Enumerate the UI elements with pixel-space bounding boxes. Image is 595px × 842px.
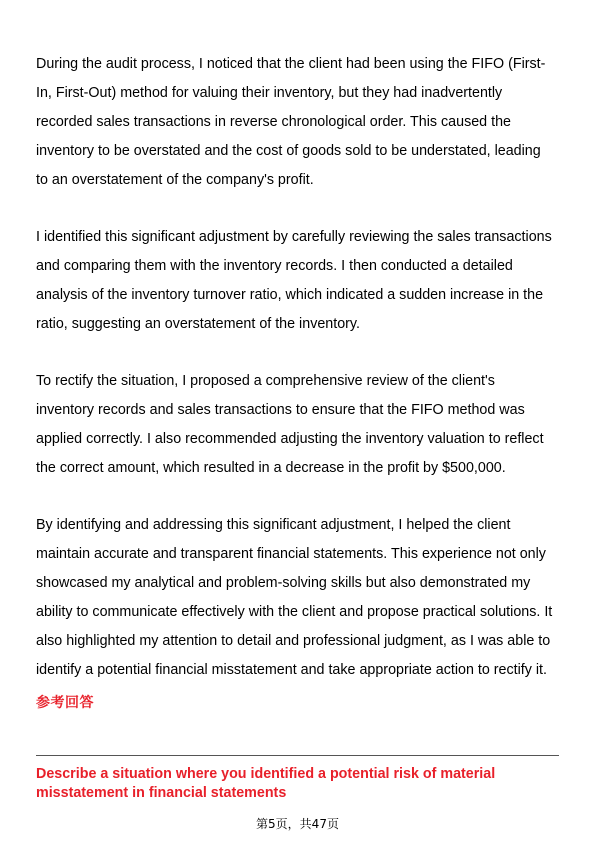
answer-paragraph-3: To rectify the situation, I proposed a comprehensive review of the client's inventory records and sales transactions to ensure that the FIFO method was applied correctly. I also recommended adjusting the inventory valuation to reflect the correct amount, which resulted in a decrease in the profit by $500,000. xyxy=(36,373,544,476)
section-divider xyxy=(36,755,559,756)
answer-paragraph-2: I identified this significant adjustment by carefully reviewing the sales transactions and comparing them with the inventory records. I then conducted a detailed analysis of the inventory turnover ratio, which indicated a sudden increase in the ratio, suggesting an overstatement of the inventory. xyxy=(36,229,552,332)
page-number-footer: 第5页，共47页 xyxy=(256,817,339,831)
next-question-heading: Describe a situation where you identified a potential risk of material misstatement in financial statements xyxy=(36,766,496,801)
answer-paragraph-4: By identifying and addressing this significant adjustment, I helped the client maintain accurate and transparent financial statements. This experience not only showcased my analytical and problem-solving skills but also demonstrated my ability to communicate effectively with the client and propose practical solutions. It also highlighted my attention to detail and professional judgment, as I was able to identify a potential financial misstatement and take appropriate action to rectify it. xyxy=(36,517,553,678)
reference-answer-label: 参考回答 xyxy=(36,695,94,711)
answer-paragraph-1: During the audit process, I noticed that the client had been using the FIFO (First- In, First-Out) method for valuing their inventory, but they had inadvertently recorded sales transactions in reverse chronological order. This caused the inventory to be overstated and the cost of goods sold to be understated, leading to an overstatement of the company's profit. xyxy=(36,56,546,188)
